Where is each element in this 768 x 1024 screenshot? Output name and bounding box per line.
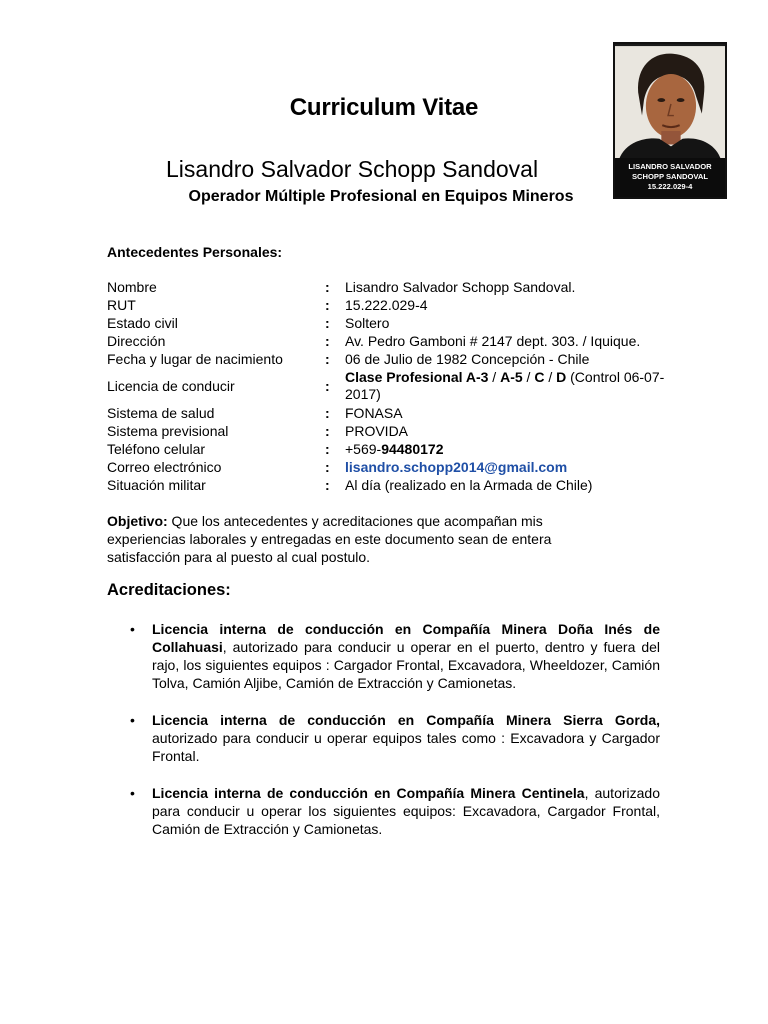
list-item: [130, 620, 660, 692]
colon: :: [325, 279, 330, 295]
label-estado-civil: Estado civil: [107, 315, 178, 331]
label-nombre: Nombre: [107, 279, 157, 295]
label-salud: Sistema de salud: [107, 405, 215, 421]
person-name: Lisandro Salvador Schopp Sandoval: [166, 156, 539, 182]
license-sep1: /: [488, 369, 501, 385]
colon: :: [325, 315, 330, 331]
colon: :: [325, 441, 330, 457]
objective-paragraph: [107, 512, 597, 566]
row-estado-civil: [107, 314, 677, 332]
license-class: Clase Profesional A-3: [345, 369, 489, 385]
row-salud: [107, 404, 677, 422]
bullet-icon: •: [130, 621, 135, 637]
license-control: (Control 06-07-2017): [345, 369, 665, 402]
label-licencia: Licencia de conducir: [107, 378, 235, 394]
bullet-icon: •: [130, 785, 135, 801]
personal-data-table: [107, 278, 677, 494]
value-nombre: Lisandro Salvador Schopp Sandoval.: [345, 279, 576, 295]
list-item: [130, 784, 660, 838]
label-telefono: Teléfono celular: [107, 441, 206, 457]
row-nacimiento: [107, 350, 677, 368]
accreditation-text: autorizado para conducir u operar equipos tales como : Excavadora y Cargador Frontal.: [152, 730, 660, 764]
license-d: D: [556, 369, 567, 385]
label-rut: RUT: [107, 297, 136, 313]
value-licencia: [345, 369, 677, 403]
row-direccion: [107, 332, 677, 350]
license-sep2: /: [522, 369, 535, 385]
value-militar: Al día (realizado en la Armada de Chile): [345, 477, 593, 493]
value-telefono: [345, 440, 677, 458]
phone-number: 94480172: [381, 441, 444, 457]
accreditation-title: Licencia interna de conducción en Compañía Minera Sierra Gorda,: [152, 712, 660, 728]
value-previsional: PROVIDA: [345, 423, 409, 439]
row-nombre: [107, 278, 677, 296]
photo-caption-rut: 15.222.029-4: [647, 182, 693, 191]
objective-text: Que los antecedentes y acreditaciones que acompañan mis experiencias laborales y entregadas en este documento sean de entera satisfacción para al puesto al cual postulo.: [107, 513, 552, 565]
row-militar: [107, 476, 677, 494]
colon: :: [325, 477, 330, 493]
accreditations-title: Acreditaciones:: [107, 581, 231, 599]
label-correo: Correo electrónico: [107, 459, 222, 475]
row-rut: [107, 296, 677, 314]
photo-caption-name1: LISANDRO SALVADOR: [628, 162, 712, 171]
profession-subtitle: Operador Múltiple Profesional en Equipos Mineros: [188, 188, 574, 205]
colon: :: [325, 333, 330, 349]
bullet-icon: •: [130, 712, 135, 728]
colon: :: [325, 423, 330, 439]
email-link[interactable]: lisandro.schopp2014@gmail.com: [345, 459, 568, 475]
label-militar: Situación militar: [107, 477, 206, 493]
license-a5: A-5: [500, 369, 523, 385]
value-rut: 15.222.029-4: [345, 297, 428, 313]
value-estado-civil: Soltero: [345, 315, 390, 331]
colon: :: [325, 405, 330, 421]
row-licencia: [107, 368, 677, 404]
colon: :: [325, 378, 330, 394]
accreditation-text: , autorizado para conducir u operar en el puerto, dentro y fuera del rajo, los siguientes equipos : Cargador Frontal, Excavadora, Wheeldozer, Camión Tolva, Camión Aljibe, Camión de Extracción y Camionetas.: [152, 639, 660, 691]
personal-section-title: Antecedentes Personales:: [107, 244, 283, 260]
row-correo: [107, 458, 677, 476]
label-nacimiento: Fecha y lugar de nacimiento: [107, 351, 283, 367]
phone-prefix: +569-: [345, 441, 382, 457]
license-sep3: /: [544, 369, 557, 385]
accreditation-title: Licencia interna de conducción en Compañía Minera Centinela: [152, 785, 585, 801]
objective-label: Objetivo:: [107, 513, 168, 529]
row-previsional: [107, 422, 677, 440]
label-direccion: Dirección: [107, 333, 166, 349]
value-direccion: Av. Pedro Gamboni # 2147 dept. 303. / Iquique.: [345, 333, 641, 349]
accreditation-title: Licencia interna de conducción en Compañía Minera Doña Inés de Collahuasi: [152, 621, 660, 655]
row-telefono: [107, 440, 677, 458]
document-title: Curriculum Vitae: [289, 94, 479, 121]
accreditation-text: , autorizado para conducir u operar los siguientes equipos: Excavadora, Cargador Frontal, Camión de Extracción y Camionetas.: [152, 785, 660, 837]
colon: :: [325, 459, 330, 475]
label-previsional: Sistema previsional: [107, 423, 229, 439]
colon: :: [325, 351, 330, 367]
list-item: [130, 711, 660, 765]
photo-caption-name2: SCHOPP SANDOVAL: [631, 172, 709, 181]
value-salud: FONASA: [345, 405, 403, 421]
value-nacimiento: 06 de Julio de 1982 Concepción - Chile: [345, 351, 590, 367]
license-c: C: [534, 369, 545, 385]
colon: :: [325, 297, 330, 313]
accreditations-list: [130, 620, 660, 857]
